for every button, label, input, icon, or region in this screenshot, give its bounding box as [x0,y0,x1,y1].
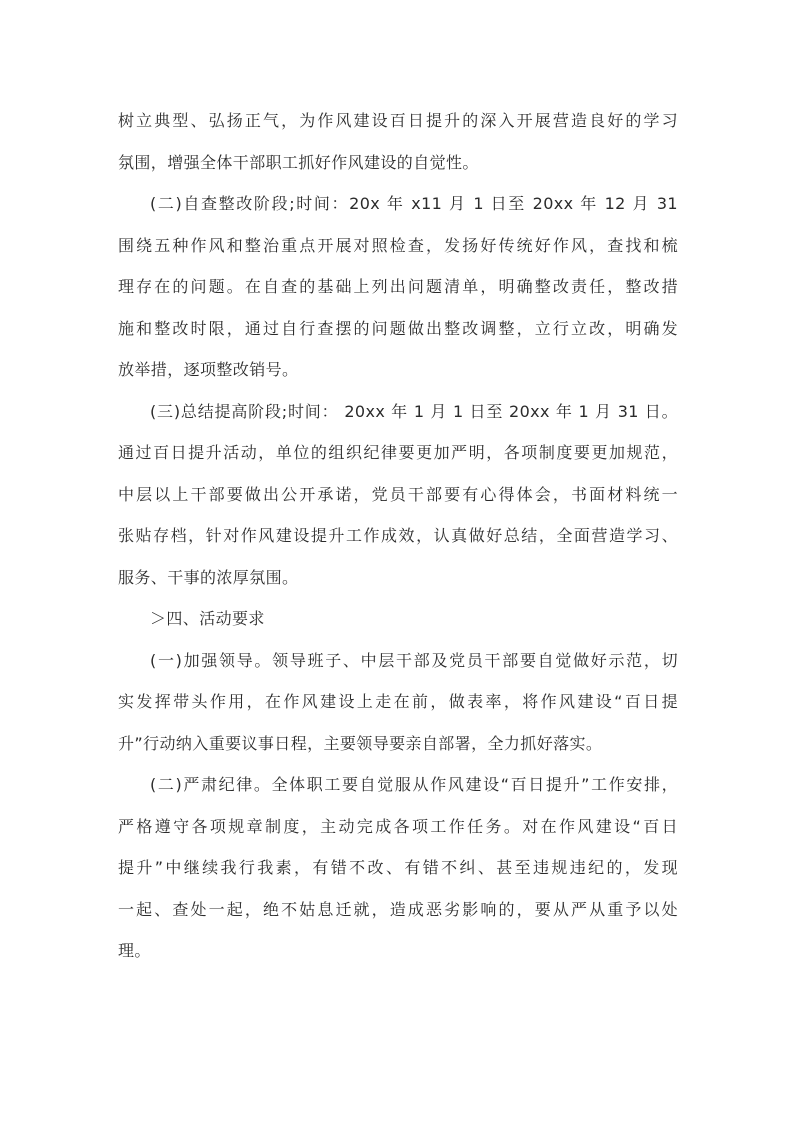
text-line: (二)自查整改阶段;时间：20x 年 x11 月 1 日至 20xx 年 12 月 31 [150,194,678,213]
text-line: 升”行动纳入重要议事日程，主要领导要亲自部署，全力抓好落实。 [118,733,603,753]
text-line: 实发挥带头作用，在作风建设上走在前，做表率，将作风建设“百日提 [118,692,678,711]
text-line: 张贴存档，针对作风建设提升工作成效，认真做好总结，全面营造学习、 [118,526,678,545]
text-line: 一起、查处一起，绝不姑息迁就，造成恶劣影响的，要从严从重予以处 [118,899,678,919]
text-line: (三)总结提高阶段;时间： 20xx 年 1 月 1 日至 20xx 年 1 月 31 日。 [150,401,678,421]
text-line: 施和整改时限，通过自行查摆的问题做出整改调整，立行立改，明确发 [118,318,678,338]
text-line: (一)加强领导。领导班子、中层干部及党员干部要自觉做好示范，切 [150,650,678,670]
text-line: 中层以上干部要做出公开承诺，党员干部要有心得体会，书面材料统一 [118,484,678,504]
text-line: 通过百日提升活动，单位的组织纪律要更加严明，各项制度要更加规范， [118,443,678,462]
text-line: 服务、干事的浓厚氛围。 [118,567,299,587]
text-line: 放举措，逐项整改销号。 [118,360,299,379]
text-line: ＞四、活动要求 [150,609,265,628]
text-line: 氛围，增强全体干部职工抓好作风建设的自觉性。 [118,152,479,172]
text-line: 围绕五种作风和整治重点开展对照检查，发扬好传统好作风，查找和梳 [118,235,678,255]
text-line: 理。 [118,941,151,960]
text-line: 树立典型、弘扬正气，为作风建设百日提升的深入开展营造良好的学习 [118,111,678,130]
text-line: 严格遵守各项规章制度，主动完成各项工作任务。对在作风建设“百日 [118,816,678,836]
text-line: (二)严肃纪律。全体职工要自觉服从作风建设“百日提升”工作安排， [150,775,678,794]
document-body [118,100,678,972]
text-line: 提升”中继续我行我素，有错不改、有错不纠、甚至违规违纪的，发现 [118,858,678,877]
text-line: 理存在的问题。在自查的基础上列出问题清单，明确整改责任，整改措 [118,277,678,296]
